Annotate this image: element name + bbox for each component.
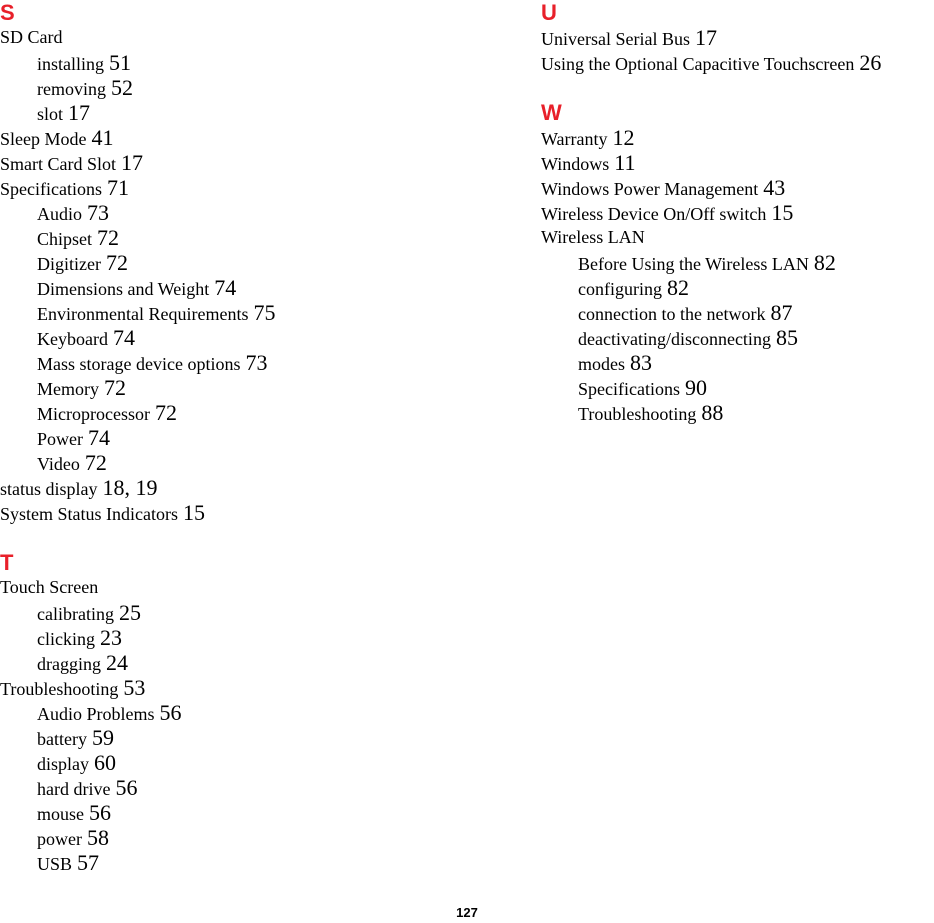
index-subentry — [0, 200, 520, 225]
entry-term: display — [37, 754, 89, 774]
entry-term: Universal Serial Bus — [541, 29, 690, 49]
entry-term: Specifications — [578, 379, 680, 399]
entry-page-number[interactable]: 72 — [84, 450, 107, 475]
entry-term: slot — [37, 104, 64, 124]
entry-term: battery — [37, 729, 87, 749]
index-subentry — [541, 375, 934, 400]
section-spacer — [541, 75, 934, 100]
entry-page-number[interactable]: 87 — [770, 300, 793, 325]
index-subentry — [0, 650, 520, 675]
entry-page-number[interactable]: 74 — [214, 275, 237, 300]
index-subentry — [0, 850, 520, 875]
index-subentry — [0, 600, 520, 625]
index-column-right — [541, 0, 934, 425]
entry-term: Power — [37, 429, 83, 449]
entry-page-number[interactable]: 72 — [97, 225, 120, 250]
index-subentry — [0, 725, 520, 750]
entry-term: Environmental Requirements — [37, 304, 249, 324]
entry-term: System Status Indicators — [0, 504, 178, 524]
entry-page-number[interactable]: 15 — [771, 200, 794, 225]
entry-page-number[interactable]: 12 — [612, 125, 635, 150]
entry-page-number[interactable]: 15 — [183, 500, 205, 525]
index-entry — [541, 175, 934, 200]
entry-term: Chipset — [37, 229, 93, 249]
index-subentry — [0, 775, 520, 800]
entry-page-number[interactable]: 51 — [109, 50, 131, 75]
entry-page-number[interactable]: 56 — [159, 700, 182, 725]
index-subentry — [541, 275, 934, 300]
index-subentry — [0, 700, 520, 725]
entry-page-number[interactable]: 53 — [123, 675, 146, 700]
entry-page-number[interactable]: 24 — [105, 650, 128, 675]
index-subentry — [0, 250, 520, 275]
index-subentry — [0, 450, 520, 475]
entry-term: Digitizer — [37, 254, 101, 274]
index-entry — [0, 475, 520, 500]
entry-page-number[interactable]: 56 — [89, 800, 111, 825]
entry-page-number[interactable]: 23 — [99, 625, 122, 650]
index-entry — [541, 125, 934, 150]
entry-term: Wireless Device On/Off switch — [541, 204, 767, 224]
entry-term: Troubleshooting — [0, 679, 119, 699]
index-entry — [541, 50, 934, 75]
section-letter: T — [0, 550, 14, 575]
index-entry — [0, 125, 520, 150]
entry-term: installing — [37, 54, 104, 74]
index-subentry — [0, 375, 520, 400]
index-subentry — [0, 225, 520, 250]
entry-page-number[interactable]: 56 — [115, 775, 138, 800]
entry-page-number[interactable]: 17 — [694, 25, 717, 50]
index-subentry — [0, 275, 520, 300]
index-subentry — [0, 50, 520, 75]
entry-page-number[interactable]: 52 — [111, 75, 133, 100]
section-letter: W — [541, 100, 562, 125]
entry-term: calibrating — [37, 604, 114, 624]
index-subentry — [0, 325, 520, 350]
entry-term: SD Card — [0, 27, 63, 47]
page-number: 127 — [456, 905, 478, 920]
entry-page-number[interactable]: 88 — [701, 400, 724, 425]
entry-term: configuring — [578, 279, 662, 299]
entry-term: USB — [37, 854, 73, 874]
entry-term: removing — [37, 79, 106, 99]
entry-term: modes — [578, 354, 625, 374]
entry-term: Windows Power Management — [541, 179, 759, 199]
entry-term: Using the Optional Capacitive Touchscreen — [541, 54, 855, 74]
index-entry — [0, 675, 520, 700]
index-subentry — [0, 75, 520, 100]
entry-page-number[interactable]: 90 — [684, 375, 707, 400]
entry-page-number[interactable]: 82 — [666, 275, 689, 300]
entry-page-number[interactable]: 60 — [94, 750, 116, 775]
entry-page-number[interactable]: 73 — [245, 350, 268, 375]
entry-term: clicking — [37, 629, 95, 649]
entry-page-number[interactable]: 17 — [68, 100, 91, 125]
entry-page-number[interactable]: 43 — [763, 175, 786, 200]
entry-page-number[interactable]: 57 — [77, 850, 100, 875]
index-entry — [0, 575, 520, 600]
index-subentry — [0, 400, 520, 425]
index-subentry — [541, 300, 934, 325]
section-letter: S — [0, 0, 15, 25]
entry-term: Mass storage device options — [37, 354, 241, 374]
index-subentry — [541, 250, 934, 275]
entry-page-number[interactable]: 82 — [813, 250, 836, 275]
index-entry — [0, 175, 520, 200]
entry-term: Sleep Mode — [0, 129, 87, 149]
section-spacer — [0, 525, 520, 550]
entry-term: Audio Problems — [37, 704, 155, 724]
entry-page-number[interactable]: 72 — [105, 250, 128, 275]
entry-term: Wireless LAN — [541, 227, 645, 247]
entry-term: mouse — [37, 804, 84, 824]
entry-page-number[interactable]: 74 — [88, 425, 110, 450]
entry-term: Windows — [541, 154, 610, 174]
entry-term: Troubleshooting — [578, 404, 697, 424]
entry-term: power — [37, 829, 82, 849]
entry-page-number[interactable]: 74 — [112, 325, 135, 350]
entry-page-number[interactable]: 72 — [154, 400, 177, 425]
entry-term: Audio — [37, 204, 82, 224]
entry-term: Memory — [37, 379, 99, 399]
entry-term: Touch Screen — [0, 577, 99, 597]
entry-page-number[interactable]: 18, 19 — [102, 475, 158, 500]
entry-page-number[interactable]: 58 — [86, 825, 109, 850]
entry-page-number[interactable]: 17 — [121, 150, 143, 175]
index-entry — [541, 200, 934, 225]
entry-term: Dimensions and Weight — [37, 279, 210, 299]
entry-page-number[interactable]: 73 — [87, 200, 109, 225]
entry-term: dragging — [37, 654, 101, 674]
entry-page-number[interactable]: 72 — [104, 375, 126, 400]
entry-term: Warranty — [541, 129, 608, 149]
index-subentry — [541, 400, 934, 425]
index-subentry — [0, 750, 520, 775]
index-entry — [0, 25, 520, 50]
index-subentry — [0, 425, 520, 450]
index-subentry — [541, 350, 934, 375]
entry-page-number[interactable]: 71 — [106, 175, 129, 200]
index-entry — [541, 25, 934, 50]
entry-term: deactivating/disconnecting — [578, 329, 771, 349]
index-entry — [541, 150, 934, 175]
entry-term: status display — [0, 479, 98, 499]
index-subentry — [0, 100, 520, 125]
entry-page-number[interactable]: 11 — [614, 150, 636, 175]
entry-term: Keyboard — [37, 329, 108, 349]
entry-term: Microprocessor — [37, 404, 150, 424]
entry-term: Before Using the Wireless LAN — [578, 254, 809, 274]
index-subentry — [0, 300, 520, 325]
entry-page-number[interactable]: 59 — [91, 725, 114, 750]
index-subentry — [0, 625, 520, 650]
entry-term: connection to the network — [578, 304, 766, 324]
section-letter: U — [541, 0, 557, 25]
entry-term: Specifications — [0, 179, 102, 199]
entry-term: Smart Card Slot — [0, 154, 116, 174]
entry-page-number[interactable]: 85 — [775, 325, 798, 350]
index-entry — [0, 150, 520, 175]
entry-term: hard drive — [37, 779, 111, 799]
index-entry — [0, 500, 520, 525]
entry-page-number[interactable]: 41 — [91, 125, 114, 150]
index-subentry — [541, 325, 934, 350]
entry-page-number[interactable]: 83 — [630, 350, 652, 375]
entry-term: Video — [37, 454, 80, 474]
entry-page-number[interactable]: 75 — [253, 300, 276, 325]
entry-page-number[interactable]: 25 — [118, 600, 141, 625]
index-subentry — [0, 350, 520, 375]
index-entry — [541, 225, 934, 250]
index-subentry — [0, 800, 520, 825]
index-subentry — [0, 825, 520, 850]
entry-page-number[interactable]: 26 — [859, 50, 882, 75]
